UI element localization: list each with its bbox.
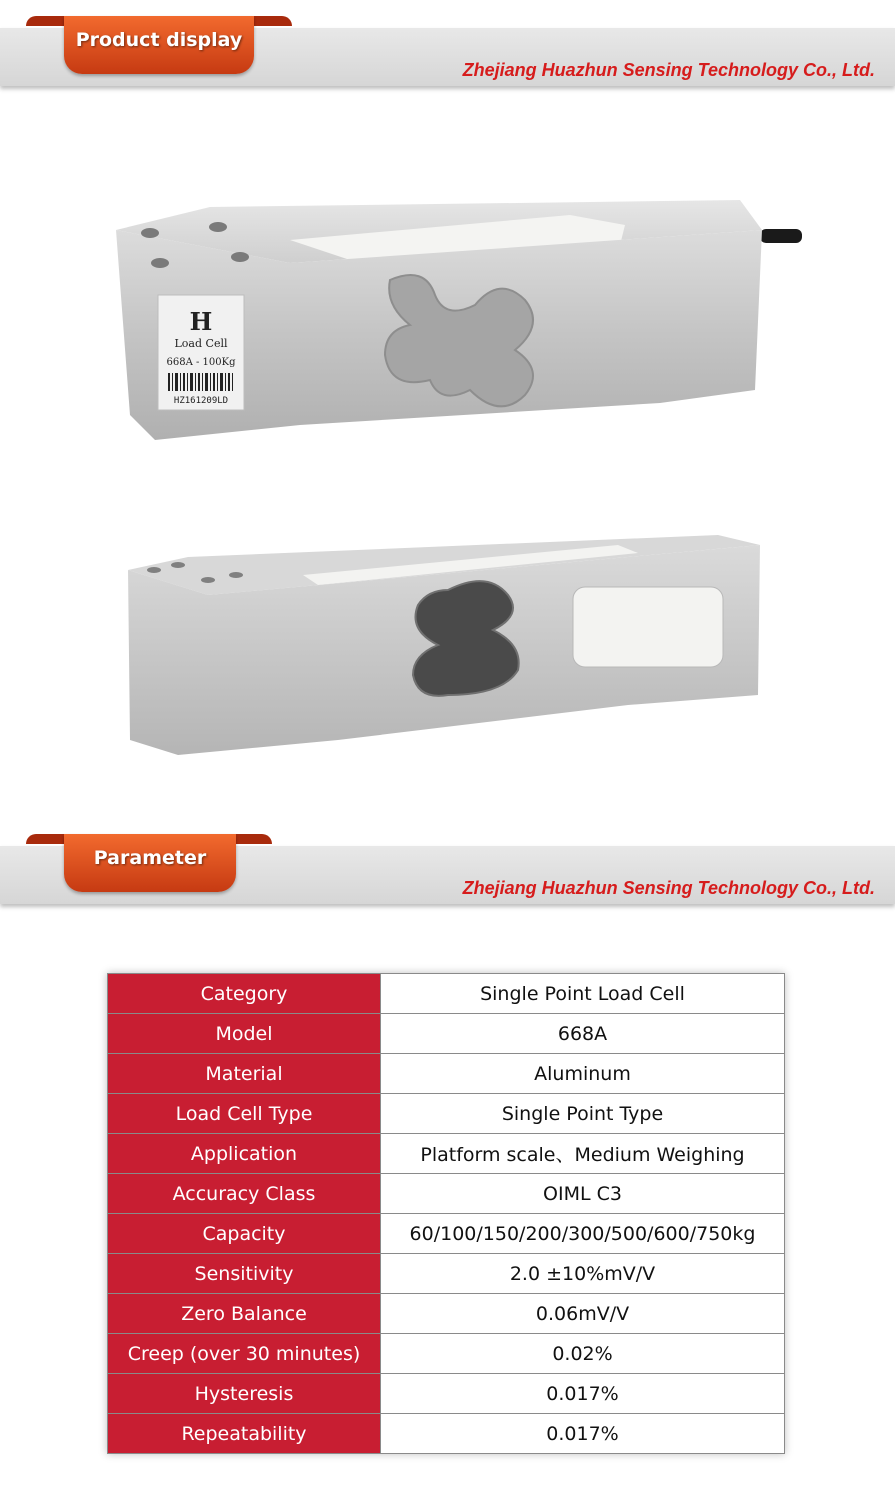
company-name: Zhejiang Huazhun Sensing Technology Co., Ltd. (462, 60, 875, 80)
parameter-table-body (108, 974, 785, 1454)
table-row (108, 1334, 785, 1374)
table-row (108, 1014, 785, 1054)
label-line2: 668A - 100Kg (166, 357, 236, 368)
table-row (108, 1094, 785, 1134)
param-key: Accuracy Class (108, 1174, 381, 1214)
section-title: Parameter (93, 847, 207, 869)
table-row (108, 1174, 785, 1214)
table-row (108, 1374, 785, 1414)
param-key: Model (108, 1014, 381, 1054)
parameter-table (107, 973, 785, 1454)
table-row (108, 1054, 785, 1094)
param-key: Material (108, 1054, 381, 1094)
param-key: Hysteresis (108, 1374, 381, 1414)
param-key: Category (108, 974, 381, 1014)
table-row (108, 1414, 785, 1454)
param-value: OIML C3 (381, 1174, 785, 1214)
label-serial: HZ161209LD (173, 396, 229, 406)
label-line1: Load Cell (174, 337, 228, 350)
section-title: Product display (75, 29, 243, 51)
load-cell-photo-back (118, 515, 768, 765)
label-logo: H (189, 307, 213, 336)
param-value: Platform scale、Medium Weighing (381, 1134, 785, 1174)
table-row (108, 1294, 785, 1334)
param-value: Single Point Type (381, 1094, 785, 1134)
product-display-banner (0, 0, 895, 90)
param-key: Creep (over 30 minutes) (108, 1334, 381, 1374)
param-key: Repeatability (108, 1414, 381, 1454)
param-key: Zero Balance (108, 1294, 381, 1334)
param-value: 0.06mV/V (381, 1294, 785, 1334)
param-value: 60/100/150/200/300/500/600/750kg (381, 1214, 785, 1254)
param-value: Aluminum (381, 1054, 785, 1094)
param-value: Single Point Load Cell (381, 974, 785, 1014)
table-row (108, 1254, 785, 1294)
company-name: Zhejiang Huazhun Sensing Technology Co., Ltd. (462, 878, 875, 898)
parameter-banner (0, 818, 895, 908)
load-cell-photo-front (100, 185, 820, 445)
param-value: 668A (381, 1014, 785, 1054)
table-row (108, 1134, 785, 1174)
table-row (108, 1214, 785, 1254)
param-value: 2.0 ±10%mV/V (381, 1254, 785, 1294)
param-key: Sensitivity (108, 1254, 381, 1294)
param-value: 0.017% (381, 1374, 785, 1414)
param-value: 0.02% (381, 1334, 785, 1374)
table-row (108, 974, 785, 1014)
param-key: Application (108, 1134, 381, 1174)
param-key: Capacity (108, 1214, 381, 1254)
param-key: Load Cell Type (108, 1094, 381, 1134)
param-value: 0.017% (381, 1414, 785, 1454)
